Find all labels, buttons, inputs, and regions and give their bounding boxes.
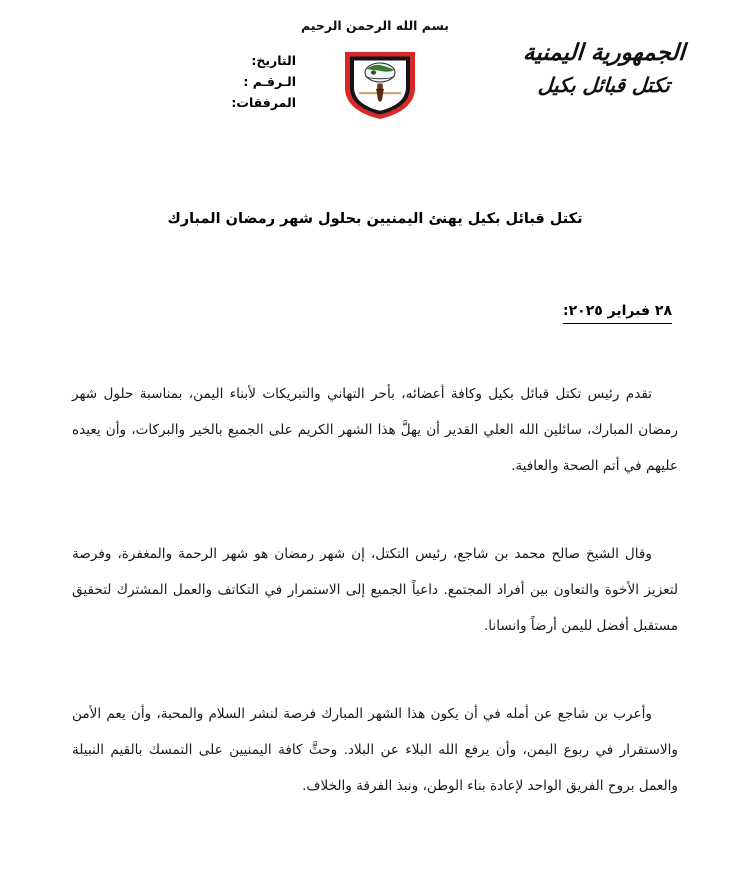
body-paragraph: وقال الشيخ صالح محمد بن شاجع، رئيس التكتل، إن شهر رمضان هو شهر الرحمة والمغفرة، وفرصة لتعزيز الأخوة والتعاون بين أفراد المجتمع. داعياً الجميع إلى الاستمرار في التكاتف والعمل المشترك لتحقيق مستقبل أفضل لليمن أرضاً وانسانا.	[72, 546, 678, 634]
body-paragraph: تقدم رئيس تكتل قبائل بكيل وكافة أعضائه، بأحر التهاني والتبريكات لأبناء اليمن، بمناسبة حلول شهر رمضان المبارك، سائلين الله العلي القدير أن يهلَّ هذا الشهر الكريم على الجميع بالخير والبركات، وأن يعيده عليهم في أتم الصحة والعافية.	[72, 386, 678, 474]
attachments-label: المرفقات:	[231, 95, 296, 110]
body-paragraph: وأعرب بن شاجع عن أمله في أن يكون هذا الشهر المبارك فرصة لنشر السلام والمحبة، وأن يعم الأمن والاستقرار في ربوع اليمن، وأن يرفع الله البلاء عن البلاد. وحثَّ كافة اليمنيين على التمسك بالقيم النبيلة والعمل بروح الفريق الواحد لإعادة بناء الوطن، ونبذ الفرقة والخلاف.	[72, 706, 678, 794]
document-date-row	[0, 300, 750, 324]
number-label: الـرقـم :	[243, 74, 296, 89]
document-date: ٢٨ فبراير ٢٠٢٥:	[563, 302, 672, 324]
organization-name-line1: الجمهورية اليمنية	[522, 39, 686, 66]
bakil-tribes-shield-emblem	[341, 48, 419, 122]
page-title: تكتل قبائل بكيل يهنئ اليمنيين بحلول شهر رمضان المبارك	[167, 211, 583, 227]
document-body	[0, 376, 750, 804]
organization-name	[470, 36, 738, 100]
date-label: التاريخ:	[251, 53, 296, 68]
header-fields	[188, 50, 296, 113]
organization-name-line2: تكتل قبائل بكيل	[537, 73, 671, 97]
basmala-text: بسم الله الرحمن الرحيم	[301, 18, 449, 33]
